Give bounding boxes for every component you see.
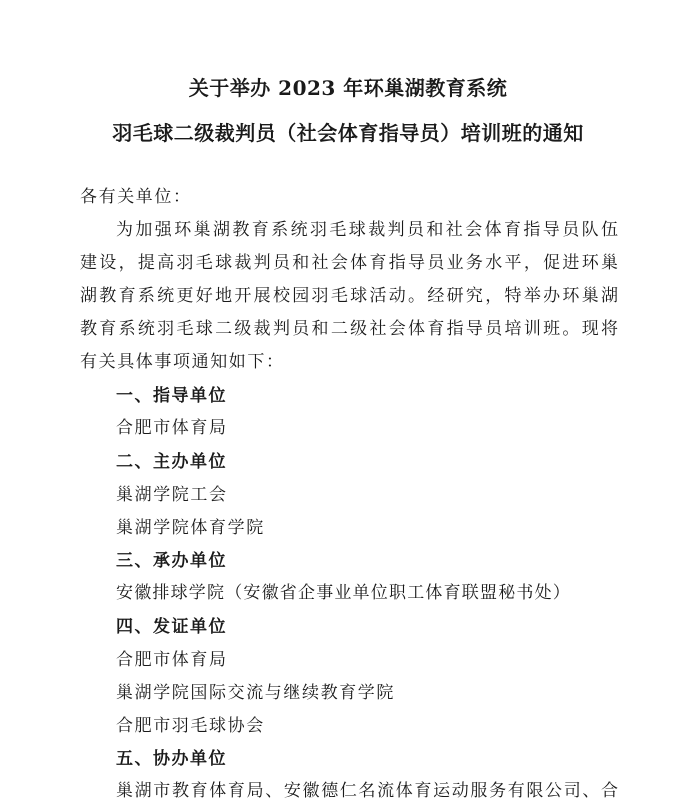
section-heading-certifier: 四、发证单位 [116,617,227,637]
document-title-line-1: 关于举办 2023 年环巢湖教育系统 [188,76,508,100]
intro-paragraph-line: 为加强环巢湖教育系统羽毛球裁判员和社会体育指导员队伍 [116,220,618,240]
section-item: 巢湖学院工会 [116,485,228,505]
section-item: 合肥市羽毛球协会 [116,716,265,736]
section-item: 巢湖市教育体育局、安徽德仁名流体育运动服务有限公司、合 [116,781,618,801]
salutation: 各有关单位： [80,187,192,207]
section-heading-guidance: 一、指导单位 [116,386,227,406]
section-item: 安徽排球学院（安徽省企事业单位职工体育联盟秘书处） [116,583,571,603]
intro-paragraph-line: 有关具体事项通知如下： [80,352,285,372]
section-heading-organizer: 二、主办单位 [116,452,227,472]
section-item: 合肥市体育局 [116,650,228,670]
document-title-line-2: 羽毛球二级裁判员（社会体育指导员）培训班的通知 [112,121,584,145]
section-item: 巢湖学院国际交流与继续教育学院 [116,683,395,703]
section-heading-host: 三、承办单位 [116,551,227,571]
intro-paragraph-line: 湖教育系统更好地开展校园羽毛球活动。经研究，特举办环巢湖 [80,286,618,306]
section-heading-co-organizer: 五、协办单位 [116,749,227,769]
intro-paragraph-line: 教育系统羽毛球二级裁判员和二级社会体育指导员培训班。现将 [80,319,618,339]
intro-paragraph-line: 建设，提高羽毛球裁判员和社会体育指导员业务水平，促进环巢 [80,253,618,273]
section-item: 巢湖学院体育学院 [116,518,265,538]
section-item: 合肥市体育局 [116,418,228,438]
